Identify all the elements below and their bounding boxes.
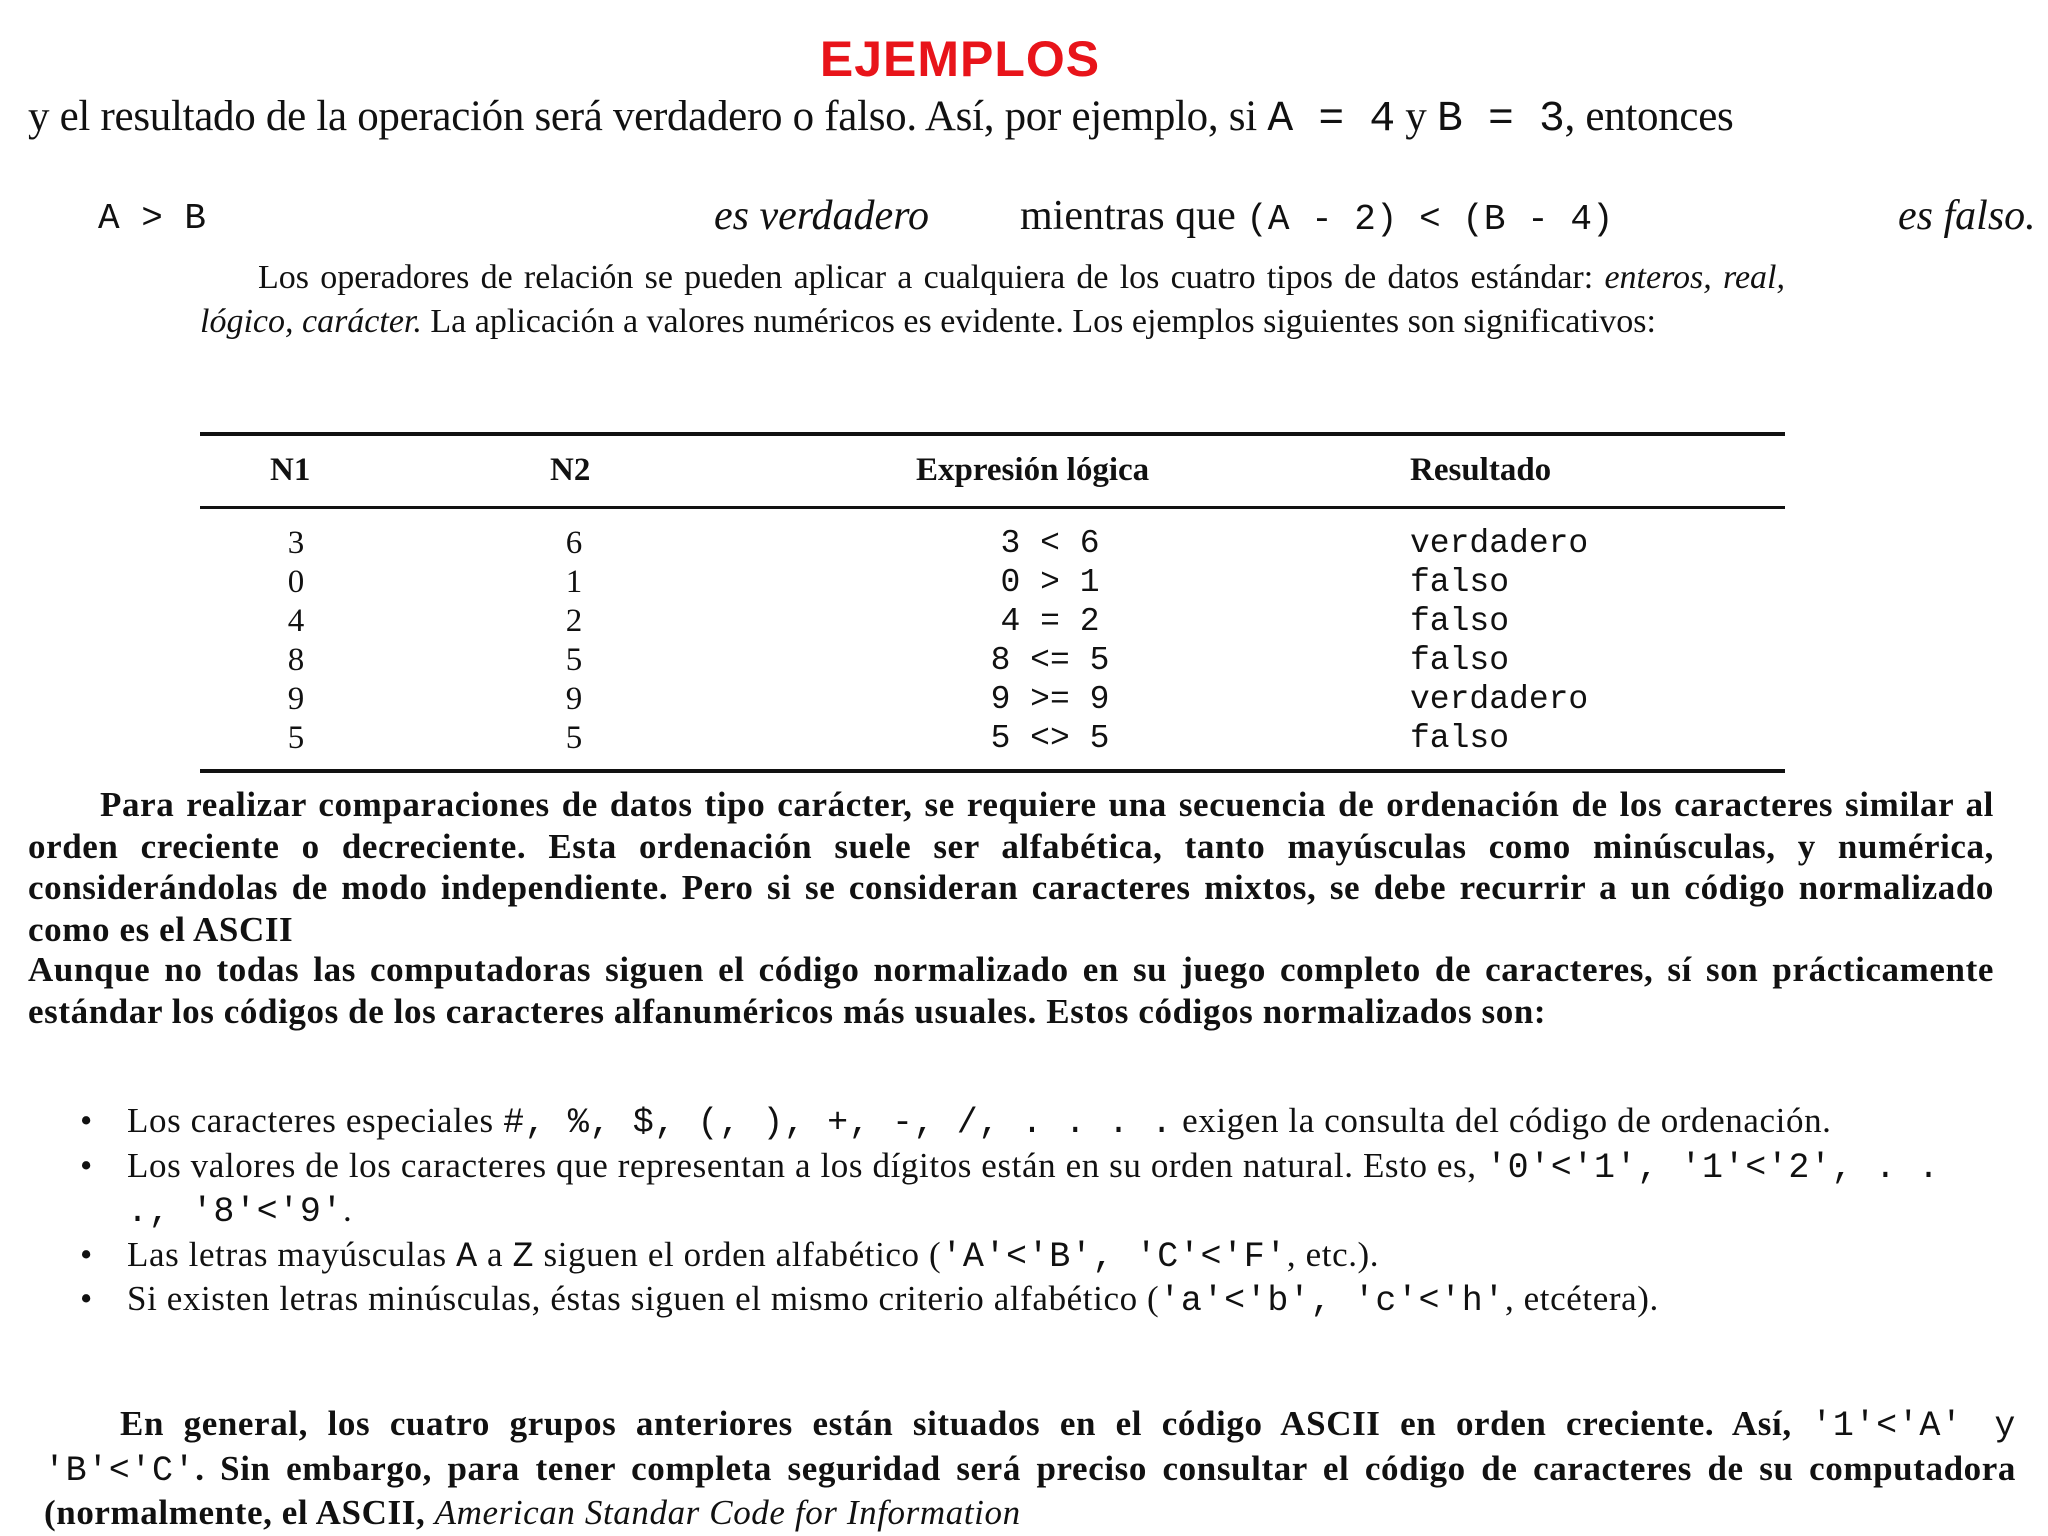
bullet-icon: • — [80, 1145, 93, 1185]
bullet1-code: #, %, $, (, ), +, -, /, . . . . — [503, 1103, 1173, 1143]
cell-expression: 4 = 2 — [1000, 603, 1100, 640]
bullet3-code-examples: 'A'<'B', 'C'<'F' — [941, 1236, 1287, 1277]
table-row — [200, 681, 1785, 720]
list-item — [80, 1100, 1960, 1145]
example-while — [1020, 192, 1614, 248]
cell-n1: 0 — [287, 564, 305, 600]
paragraph4-text-1: En general, los cuatro grupos anteriores están situados en el código ASCII en orden creciente. Así, — [120, 1404, 1812, 1443]
paragraph-ascii-order — [44, 1403, 2016, 1534]
example-right-code: (A - 2) < (B - 4) — [1246, 199, 1614, 240]
paragraph1-text-2: La aplicación a valores numéricos es evidente. Los ejemplos siguientes son significativos: — [421, 303, 1656, 340]
paragraph4-code: '1'<'A' y 'B'<'C' — [44, 1406, 2016, 1491]
cell-expression: 3 < 6 — [1000, 525, 1100, 562]
bullet3-text-2: a — [477, 1234, 513, 1274]
cell-n2: 6 — [565, 525, 583, 561]
cell-n1: 3 — [287, 525, 305, 561]
bullet-icon: • — [80, 1234, 93, 1274]
example-while-label: mientras que — [1020, 193, 1247, 239]
table-header — [200, 436, 1785, 509]
cell-n2: 5 — [565, 642, 583, 678]
intro-code-b: B = 3 — [1436, 94, 1565, 143]
cell-n1: 5 — [287, 720, 305, 756]
cell-n2: 1 — [565, 564, 583, 600]
cell-expression: 9 >= 9 — [990, 681, 1110, 718]
bullet3-code-a: A — [456, 1236, 478, 1277]
example-false-label: es falso. — [1898, 193, 2036, 239]
paragraph1-italic: enteros, real, lógico, carácter. — [200, 259, 1785, 340]
comparison-table — [200, 432, 1785, 773]
table-row — [200, 603, 1785, 642]
bullet4-text-1: Si existen letras minúsculas, éstas siguen el mismo criterio alfabético ( — [127, 1279, 1160, 1318]
cell-n2: 9 — [565, 681, 583, 717]
table-body — [200, 509, 1785, 769]
cell-result: verdadero — [1410, 525, 1589, 562]
cell-expression: 8 <= 5 — [990, 642, 1110, 679]
header-n2: N2 — [550, 452, 591, 488]
paragraph4-text-3: , — [415, 1493, 435, 1532]
intro-text-1: y el resultado de la operación será verdadero o falso. Así, por ejemplo, si — [28, 93, 1268, 140]
table-row — [200, 564, 1785, 603]
paragraph2-text: Para realizar comparaciones de datos tipo carácter, se requiere una secuencia de ordenación de los caracteres similar al orden creciente o decreciente. Esta ordenación suele ser alfabética, tanto mayúsculas como minúsculas, y numérica, considerándolas de modo independiente. Pero si se consideran caracteres mixtos, se debe recurrir a un código normalizado como es el ASCII — [28, 785, 1994, 949]
bullet2-code: '0'<'1', '1'<'2', . . ., '8'<'9' — [127, 1147, 1940, 1232]
bullet2-text-2: . — [343, 1190, 353, 1229]
bullet-icon: • — [80, 1101, 93, 1140]
paragraph4-ascii: ASCII — [315, 1493, 416, 1532]
table-row — [200, 525, 1785, 564]
paragraph1-text-1: Los operadores de relación se pueden aplicar a cualquiera de los cuatro tipos de datos estándar: — [258, 259, 1605, 296]
intro-line — [28, 92, 2018, 143]
bullet3-text-1: Las letras mayúsculas — [127, 1234, 457, 1274]
paragraph-normalized-codes: Aunque no todas las computadoras siguen el código normalizado en su juego completo de caracteres, sí son prácticamente estándar los códigos de los caracteres alfanuméricos más usuales. Estos códigos normalizados son: — [28, 950, 1994, 1031]
table-row — [200, 642, 1785, 681]
bullet2-text-1: Los valores de los caracteres que representan a los dígitos están en su orden natural. Esto es, — [127, 1145, 1486, 1185]
bullet3-code-z: Z — [512, 1236, 535, 1277]
cell-n1: 4 — [287, 603, 305, 639]
cell-n1: 8 — [287, 642, 305, 678]
intro-text-3: , entonces — [1564, 93, 1734, 140]
cell-expression: 5 <> 5 — [990, 720, 1110, 757]
bullet3-text-4: , etc.). — [1286, 1234, 1380, 1274]
cell-n1: 9 — [287, 681, 305, 717]
paragraph4-text-2: . Sin embargo, para tener completa seguridad será preciso consultar el código de caracteres de su computadora (normalmente, el — [44, 1448, 2016, 1532]
cell-expression: 0 > 1 — [1000, 564, 1100, 601]
header-n1: N1 — [270, 452, 311, 488]
cell-n2: 2 — [565, 603, 583, 639]
list-item — [80, 1234, 1960, 1279]
header-expression: Expresión lógica — [916, 452, 1150, 488]
paragraph4-italic: American Standar Code for Information — [434, 1493, 1021, 1532]
cell-result: falso — [1410, 603, 1510, 640]
cell-result: falso — [1410, 642, 1510, 679]
bullet4-code: 'a'<'b', 'c'<'h' — [1159, 1281, 1505, 1321]
bullet4-text-2: , etcétera). — [1504, 1279, 1659, 1318]
bullet-list — [80, 1100, 1960, 1323]
bullet1-text-2: exigen la consulta del código de ordenación. — [1172, 1101, 1832, 1140]
intro-text-2: y — [1394, 93, 1437, 140]
page-title: EJEMPLOS — [819, 31, 1101, 87]
bullet1-text-1: Los caracteres especiales — [127, 1101, 504, 1140]
table-row — [200, 720, 1785, 759]
cell-n2: 5 — [565, 720, 583, 756]
cell-result: verdadero — [1410, 681, 1589, 718]
cell-result: falso — [1410, 720, 1510, 757]
example-left-code: A > B — [98, 198, 207, 239]
cell-result: falso — [1410, 564, 1510, 601]
paragraph-character-comparisons — [28, 784, 1994, 950]
example-true-label: es verdadero — [714, 193, 929, 239]
list-item — [80, 1145, 1960, 1234]
list-item — [80, 1278, 1960, 1323]
bullet3-text-3: siguen el orden alfabético ( — [534, 1234, 942, 1274]
intro-code-a: A = 4 — [1267, 94, 1395, 143]
bullet-icon: • — [80, 1279, 93, 1318]
header-result: Resultado — [1410, 452, 1552, 488]
paragraph-relational-operators — [200, 256, 1785, 344]
